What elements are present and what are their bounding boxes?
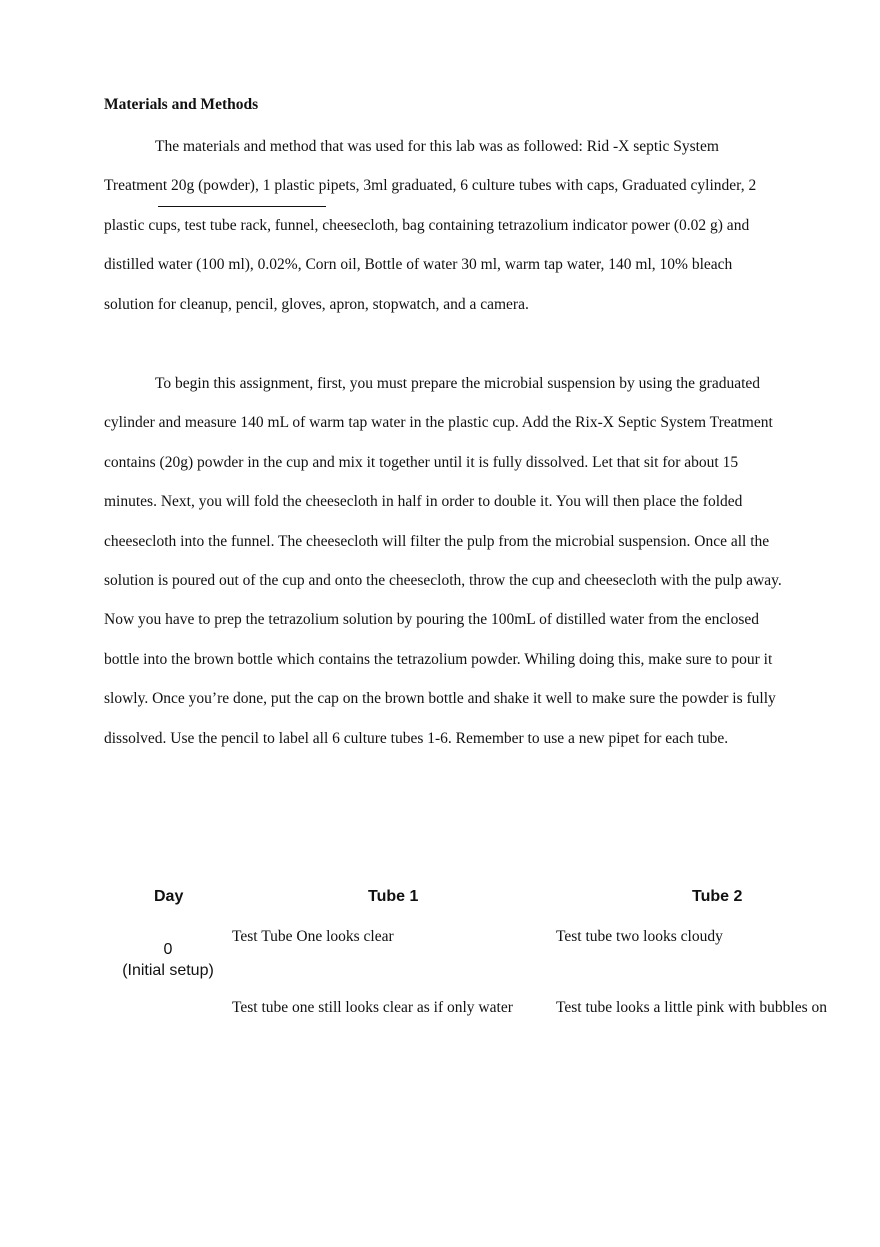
underline-mark xyxy=(158,206,326,207)
table-row-day xyxy=(112,939,224,981)
table-header-tube1: Tube 1 xyxy=(368,888,419,905)
table-header-day: Day xyxy=(154,888,184,905)
table-cell-tube1: Test Tube One looks clear xyxy=(232,928,394,945)
table-cell-tube2: Test tube looks a little pink with bubbles on xyxy=(556,999,828,1016)
table-cell-tube1: Test tube one still looks clear as if only water xyxy=(232,999,513,1016)
table-cell-tube2: Test tube two looks cloudy xyxy=(556,928,723,945)
day-value: 0 xyxy=(163,941,173,958)
table-header-tube2: Tube 2 xyxy=(692,888,743,905)
materials-paragraph: The materials and method that was used for this lab was as followed: Rid -X septic System Treatment 20g (powder), 1 plastic pipets, 3ml graduated, 6 culture tubes with caps, Graduated cylinder, 2 plastic cups, test tube rack, funnel, cheesecloth, bag containing tetrazolium indicator power (0.02 g) and distilled water (100 ml), 0.02%, Corn oil, Bottle of water 30 ml, warm tap water, 140 ml, 10% bleach solution for cleanup, pencil, gloves, apron, stopwatch, and a camera. xyxy=(104,138,757,313)
procedure-paragraph: To begin this assignment, first, you must prepare the microbial suspension by using the graduated cylinder and measure 140 mL of warm tap water in the plastic cup. Add the Rix-X Septic System Treatment contains (20g) powder in the cup and mix it together until it is fully dissolved. Let that sit for about 15 minutes. Next, you will fold the cheesecloth in half in order to double it. You will then place the folded cheesecloth into the funnel. The cheesecloth will filter the pulp from the microbial suspension. Once all the solution is poured out of the cup and onto the cheesecloth, throw the cup and cheesecloth with the pulp away. Now you have to prep the tetrazolium solution by pouring the 100mL of distilled water from the enclosed bottle into the brown bottle which contains the tetrazolium powder. Whiling doing this, make sure to pour it slowly. Once you’re done, put the cap on the brown bottle and shake it well to make sure the powder is fully dissolved. Use the pencil to label all 6 culture tubes 1-6. Remember to use a new pipet for each tube. xyxy=(104,375,782,747)
day-note: (Initial setup) xyxy=(122,962,214,979)
section-heading: Materials and Methods xyxy=(104,96,259,113)
